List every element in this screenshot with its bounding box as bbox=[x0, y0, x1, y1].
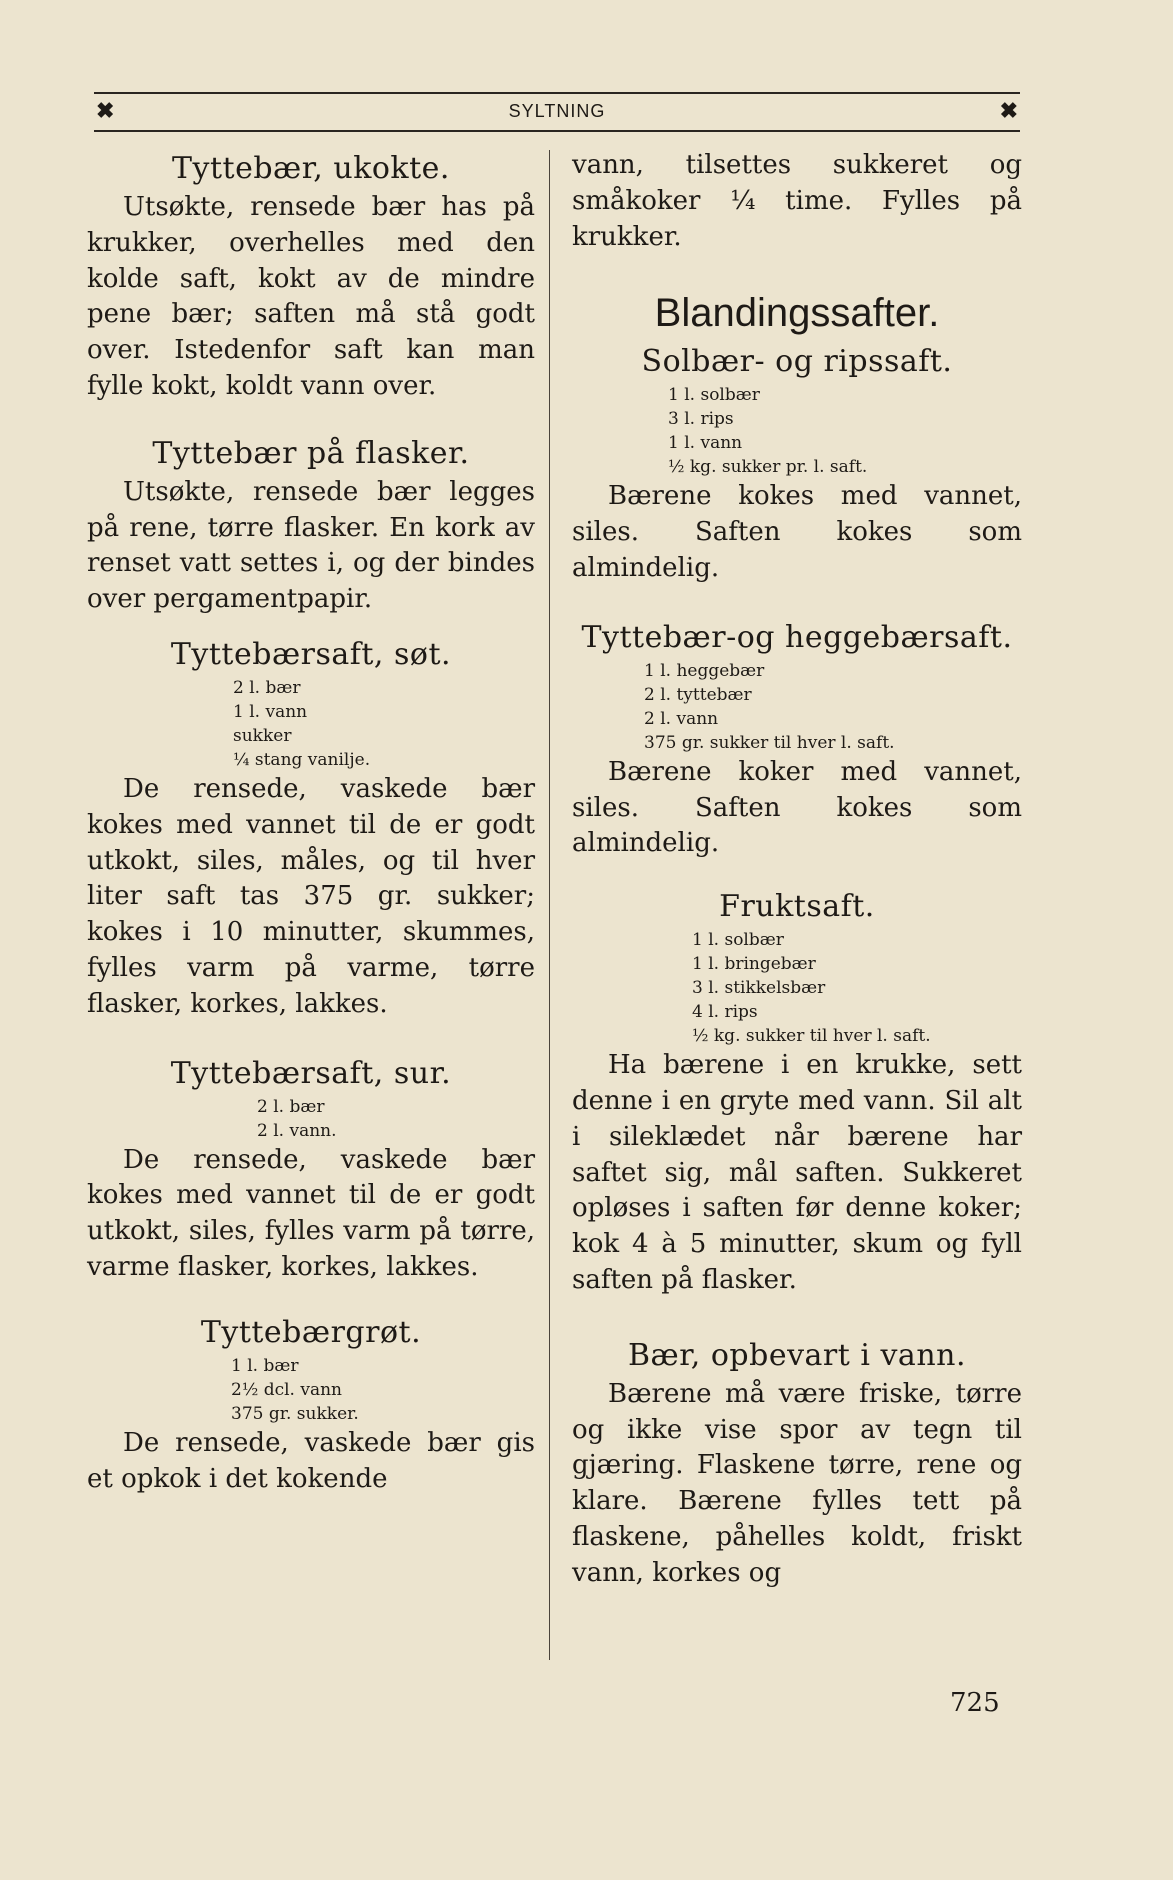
section-text: Ha bærene i en krukke, sett denne i en gryte med vann. Sil alt i sileklædet når bærene har saftet sig, mål saften. Sukkeret opløses i saften før denne koker; kok 4 à 5 minutter, skum og fyll saften på flasker. bbox=[572, 1050, 1022, 1295]
section-text: De rensede, vaskede bær kokes med vannet til de er godt utkokt, siles, måles, og til hver liter saft tas 375 gr. sukker; kokes i 10 minutter, skummes, fylles varm på varme, tørre flasker, korkes, lakkes. bbox=[87, 773, 535, 1019]
continued-text: vann, tilsettes sukkeret og småkoker ¼ time. Fylles på krukker. bbox=[572, 150, 1022, 252]
ingredient-list bbox=[572, 659, 1022, 755]
ingredient-list bbox=[87, 1354, 535, 1426]
ingredient: 1 l. heggebær bbox=[644, 660, 765, 681]
ingredient: 1 l. solbær bbox=[668, 385, 760, 406]
section-text: Utsøkte, rensede bær has på krukker, overhelles med den kolde saft, kokt av de mindre pene bær; saften må stå godt over. Istedenfor saft kan man fylle kokt, koldt vann over. bbox=[87, 192, 535, 401]
ingredient: 3 l. rips bbox=[668, 409, 734, 430]
section-title: Bær, opbevart i vann. bbox=[628, 1337, 966, 1373]
section-title: Tyttebær-og heggebærsaft. bbox=[581, 619, 1013, 655]
ingredient: 2 l. vann. bbox=[257, 1120, 337, 1141]
ingredient: 375 gr. sukker. bbox=[231, 1403, 359, 1424]
section-title: Tyttebær, ukokte. bbox=[172, 151, 450, 186]
ingredient: 1 l. vann bbox=[233, 701, 308, 722]
ingredient-list bbox=[572, 383, 1022, 479]
ingredient-list bbox=[87, 676, 535, 772]
column-divider bbox=[549, 150, 550, 1660]
section-text: Bærene kokes med vannet, siles. Saften kokes som almindelig. bbox=[572, 481, 1022, 583]
ingredient: 2 l. vann bbox=[644, 708, 719, 729]
ingredient: 2 l. bær bbox=[257, 1096, 325, 1117]
section-title: Tyttebær på flasker. bbox=[152, 435, 470, 471]
section-text: Bærene må være friske, tørre og ikke vise spor av tegn til gjæring. Flaskene tørre, rene og klare. Bærene fylles tett på flaskene, påhelles koldt, friskt vann, korkes og bbox=[572, 1378, 1022, 1588]
ingredient: 2½ dcl. vann bbox=[231, 1379, 342, 1400]
running-header bbox=[94, 92, 1020, 132]
right-column bbox=[572, 148, 1022, 1592]
section-title: Tyttebærsaft, sur. bbox=[170, 1055, 452, 1091]
section-title: Solbær- og ripssaft. bbox=[641, 344, 953, 380]
ingredient: 2 l. bær bbox=[233, 677, 301, 698]
section-title: Tyttebærsaft, søt. bbox=[170, 636, 452, 672]
ingredient: 1 l. vann bbox=[668, 433, 743, 454]
ingredient: ½ kg. sukker til hver l. saft. bbox=[692, 1026, 931, 1047]
chapter-heading: Blandingssafter. bbox=[654, 291, 940, 336]
ingredient-list bbox=[572, 928, 1022, 1048]
ingredient: 4 l. rips bbox=[692, 1002, 758, 1023]
ingredient: 1 l. solbær bbox=[692, 930, 784, 951]
header-ornament-right: ✖ bbox=[999, 98, 1018, 123]
section-text: De rensede, vaskede bær kokes med vannet til de er godt utkokt, siles, fylles varm på tørre, varme flasker, korkes, lakkes. bbox=[87, 1144, 535, 1282]
section-text: De rensede, vaskede bær gis et opkok i det kokende bbox=[87, 1427, 535, 1494]
section-text: Utsøkte, rensede bær legges på rene, tørre flasker. En kork av renset vatt settes i, og der bindes over pergamentpapir. bbox=[87, 476, 535, 615]
page-number: 725 bbox=[950, 1688, 1000, 1718]
ingredient-list bbox=[87, 1095, 535, 1143]
left-column bbox=[87, 148, 535, 1497]
section-text: Bærene koker med vannet, siles. Saften kokes som almindelig. bbox=[572, 756, 1022, 859]
ingredient: 1 l. bær bbox=[231, 1355, 299, 1376]
ingredient: 375 gr. sukker til hver l. saft. bbox=[644, 732, 895, 753]
section-title: Fruktsaft. bbox=[719, 889, 875, 925]
header-ornament-left: ✖ bbox=[96, 98, 115, 123]
ingredient: 3 l. stikkelsbær bbox=[692, 978, 826, 999]
section-title: Tyttebærgrøt. bbox=[200, 1314, 422, 1350]
ingredient: ¼ stang vanilje. bbox=[233, 749, 371, 770]
ingredient: 1 l. bringebær bbox=[692, 954, 816, 975]
ingredient: 2 l. tyttebær bbox=[644, 684, 752, 705]
ingredient: sukker bbox=[233, 725, 292, 746]
header-title: SYLTNING bbox=[508, 101, 606, 121]
ingredient: ½ kg. sukker pr. l. saft. bbox=[668, 457, 868, 478]
